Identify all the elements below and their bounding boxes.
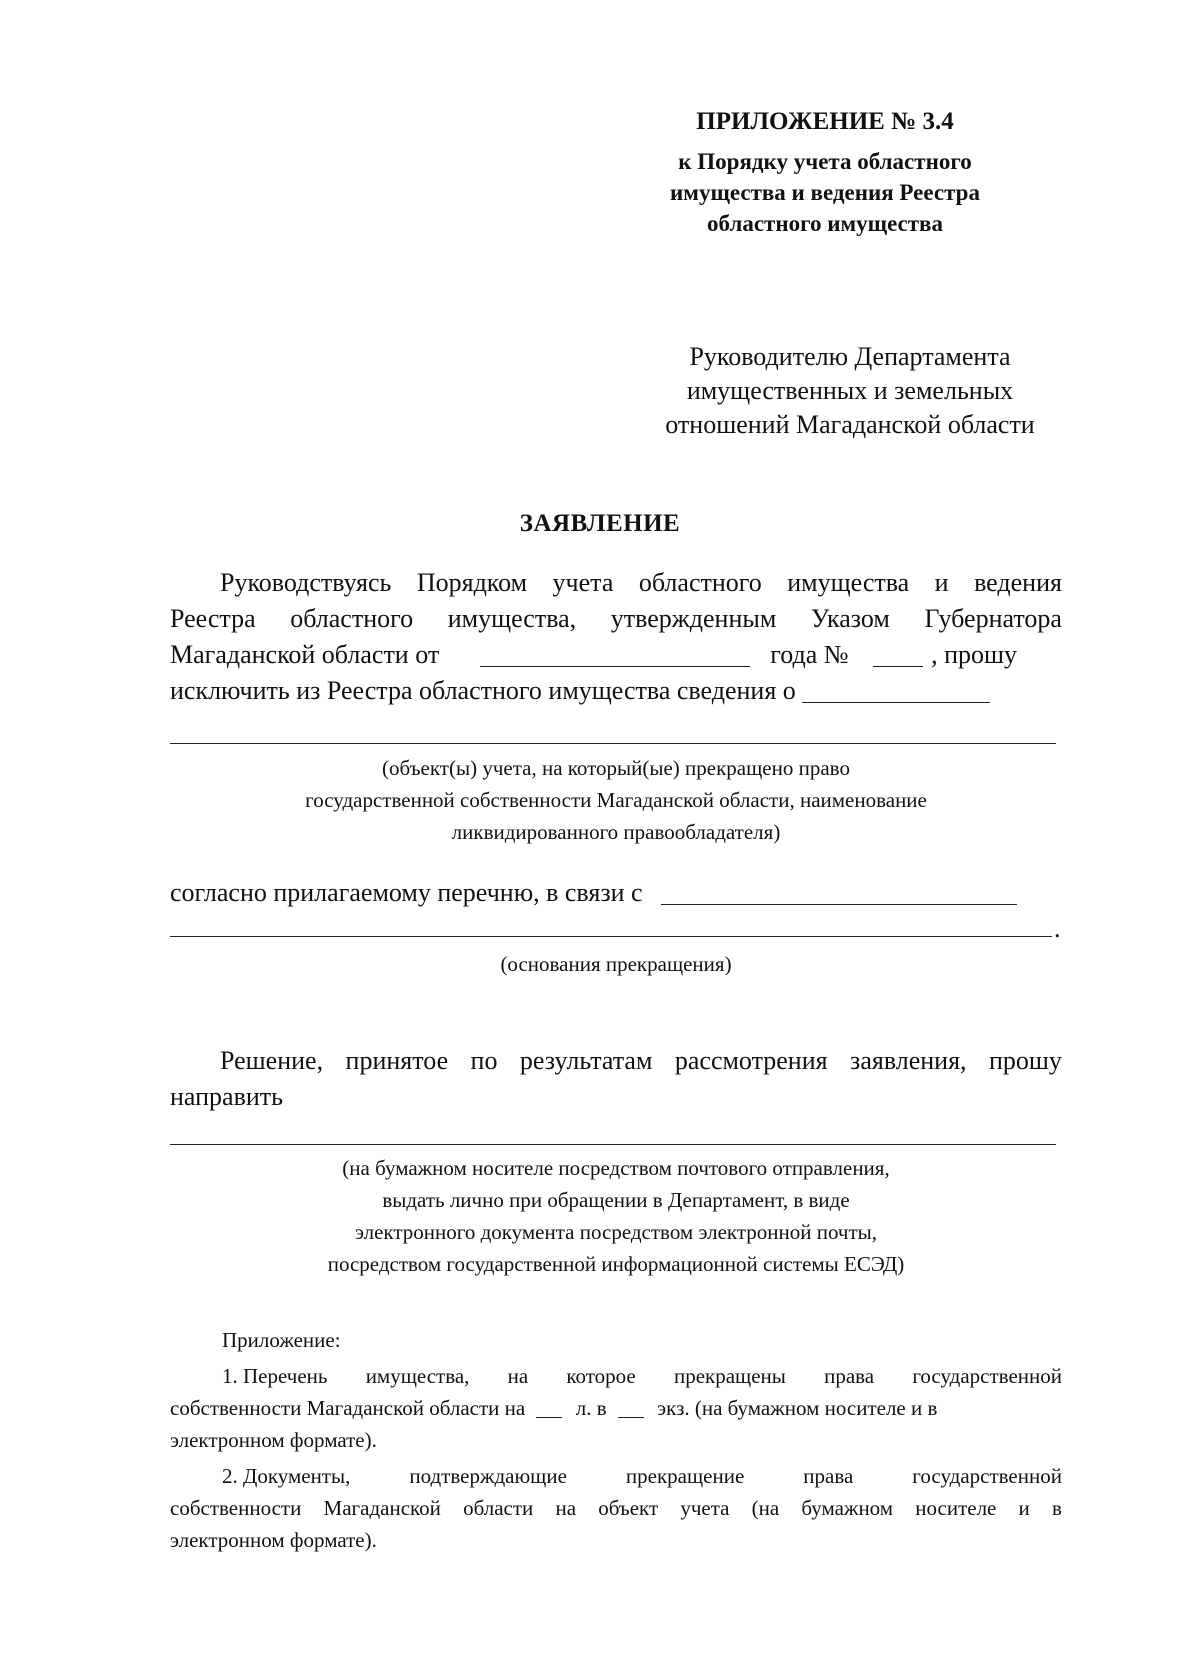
appendix-title: ПРИЛОЖЕНИЕ № 3.4 [696,108,954,135]
word: учета [552,568,614,597]
object-caption-line-1: (объект(ы) учета, на который(ые) прекращено право [382,756,850,780]
addressee-block [630,340,1070,442]
word: (на [751,1496,780,1520]
para1-date-label: Магаданской области от [170,640,440,669]
word: имущества, [365,1364,470,1388]
copies-count-field[interactable] [618,1397,644,1418]
word: области [463,1496,534,1520]
word: 1. Перечень [222,1364,328,1388]
word: в [1051,1496,1062,1520]
attachment-2-line-2 [170,1496,1062,1521]
addressee-line-1: Руководителю Департамента [689,342,1011,371]
word: прошу [989,1046,1062,1075]
pages-count-field[interactable] [536,1397,562,1418]
termination-reason-field-line-2[interactable] [170,936,1052,937]
word: Руководствуясь [220,568,392,597]
para1-line-3 [170,640,1062,670]
word: государственной [912,1364,1062,1388]
para1-line-4 [170,676,1062,706]
word: государственной [912,1464,1062,1488]
word: принятое [345,1046,449,1075]
word: бумажном [801,1496,894,1520]
delivery-caption [170,1152,1062,1280]
attachment-2-line-1 [222,1464,1062,1489]
word: и [934,568,949,597]
word: 2. Документы, [222,1464,351,1488]
word: областного [638,568,762,597]
para2-end-mark: . [1054,914,1061,943]
para3-line-1 [220,1046,1062,1076]
termination-caption: (основания прекращения) [500,952,732,976]
word: имущества [787,568,910,597]
object-info-field[interactable] [802,678,990,703]
appendix-subtitle-line-1: к Порядку учета областного [678,149,972,174]
attachment-1-pages-label: собственности Магаданской области на [170,1396,526,1420]
object-info-field-line-2[interactable] [170,743,1056,744]
delivery-caption-line-3: электронного документа посредством электронной почты, [354,1220,878,1244]
word: носителе [915,1496,997,1520]
word: Реестра [170,604,256,633]
attachment-1-line-1 [222,1364,1062,1389]
appendix-subtitle-line-3: областного имущества [707,211,943,236]
word: Решение, [220,1046,324,1075]
object-caption-line-3: ликвидированного правообладателя) [451,820,781,844]
attachment-1-line-2 [170,1396,1062,1421]
word: объект [598,1496,659,1520]
word: по [470,1046,498,1075]
word: Порядком [416,568,528,597]
addressee-line-2: имущественных и земельных [686,376,1014,405]
word: учета [680,1496,730,1520]
addressee-line-3: отношений Магаданской области [665,410,1035,439]
termination-reason-field[interactable] [661,880,1017,905]
word: областного [290,604,414,633]
attachment-1-format-label: экз. (на бумажном носителе и в [657,1396,938,1420]
appendix-subtitle-line-2: имущества и ведения Реестра [670,180,980,205]
para3-line-2: направить [170,1082,283,1111]
word: Магаданской [323,1496,441,1520]
delivery-caption-line-1: (на бумажном носителе посредством почтового отправления, [342,1156,890,1180]
para2-reason-label: согласно прилагаемому перечню, в связи с [170,878,643,907]
word: и [1018,1496,1030,1520]
word: имущества, [447,604,577,633]
word: собственности [170,1496,302,1520]
decree-number-field[interactable] [873,642,923,667]
word: рассмотрения [674,1046,828,1075]
delivery-method-field[interactable] [170,1144,1056,1145]
word: заявления, [850,1046,967,1075]
word: права [803,1464,854,1488]
attachments-heading: Приложение: [222,1328,341,1352]
attachment-2-line-3: электронном формате). [170,1528,377,1552]
word: утвержденным [610,604,777,633]
word: Указом [810,604,890,633]
para1-number-label: года № [770,640,849,669]
para1-request-label: , прошу [931,640,1018,669]
word: права [824,1364,875,1388]
word: на [555,1496,577,1520]
para1-info-label: исключить из Реестра областного имущества сведения о [170,676,796,705]
para1-line-1 [220,568,1062,598]
word: на [507,1364,529,1388]
word: прекращены [673,1364,786,1388]
document-title: ЗАЯВЛЕНИЕ [519,510,681,537]
word: Губернатора [924,604,1062,633]
decree-date-field[interactable] [480,642,750,667]
attachment-1-line-3: электронном формате). [170,1428,377,1452]
para1-line-2 [170,604,1062,634]
word: прекращение [625,1464,745,1488]
attachment-1-copies-label: л. в [575,1396,607,1420]
delivery-caption-line-4: посредством государственной информационной системы ЕСЭД) [327,1252,905,1276]
word: которое [566,1364,636,1388]
object-caption-line-2: государственной собственности Магаданской области, наименование [305,788,927,812]
para2-line-1 [170,878,1062,908]
word: подтверждающие [409,1464,567,1488]
word: результатам [519,1046,653,1075]
word: ведения [974,568,1062,597]
delivery-caption-line-2: выдать лично при обращении в Департамент, в виде [382,1188,850,1212]
object-caption [170,752,1062,848]
